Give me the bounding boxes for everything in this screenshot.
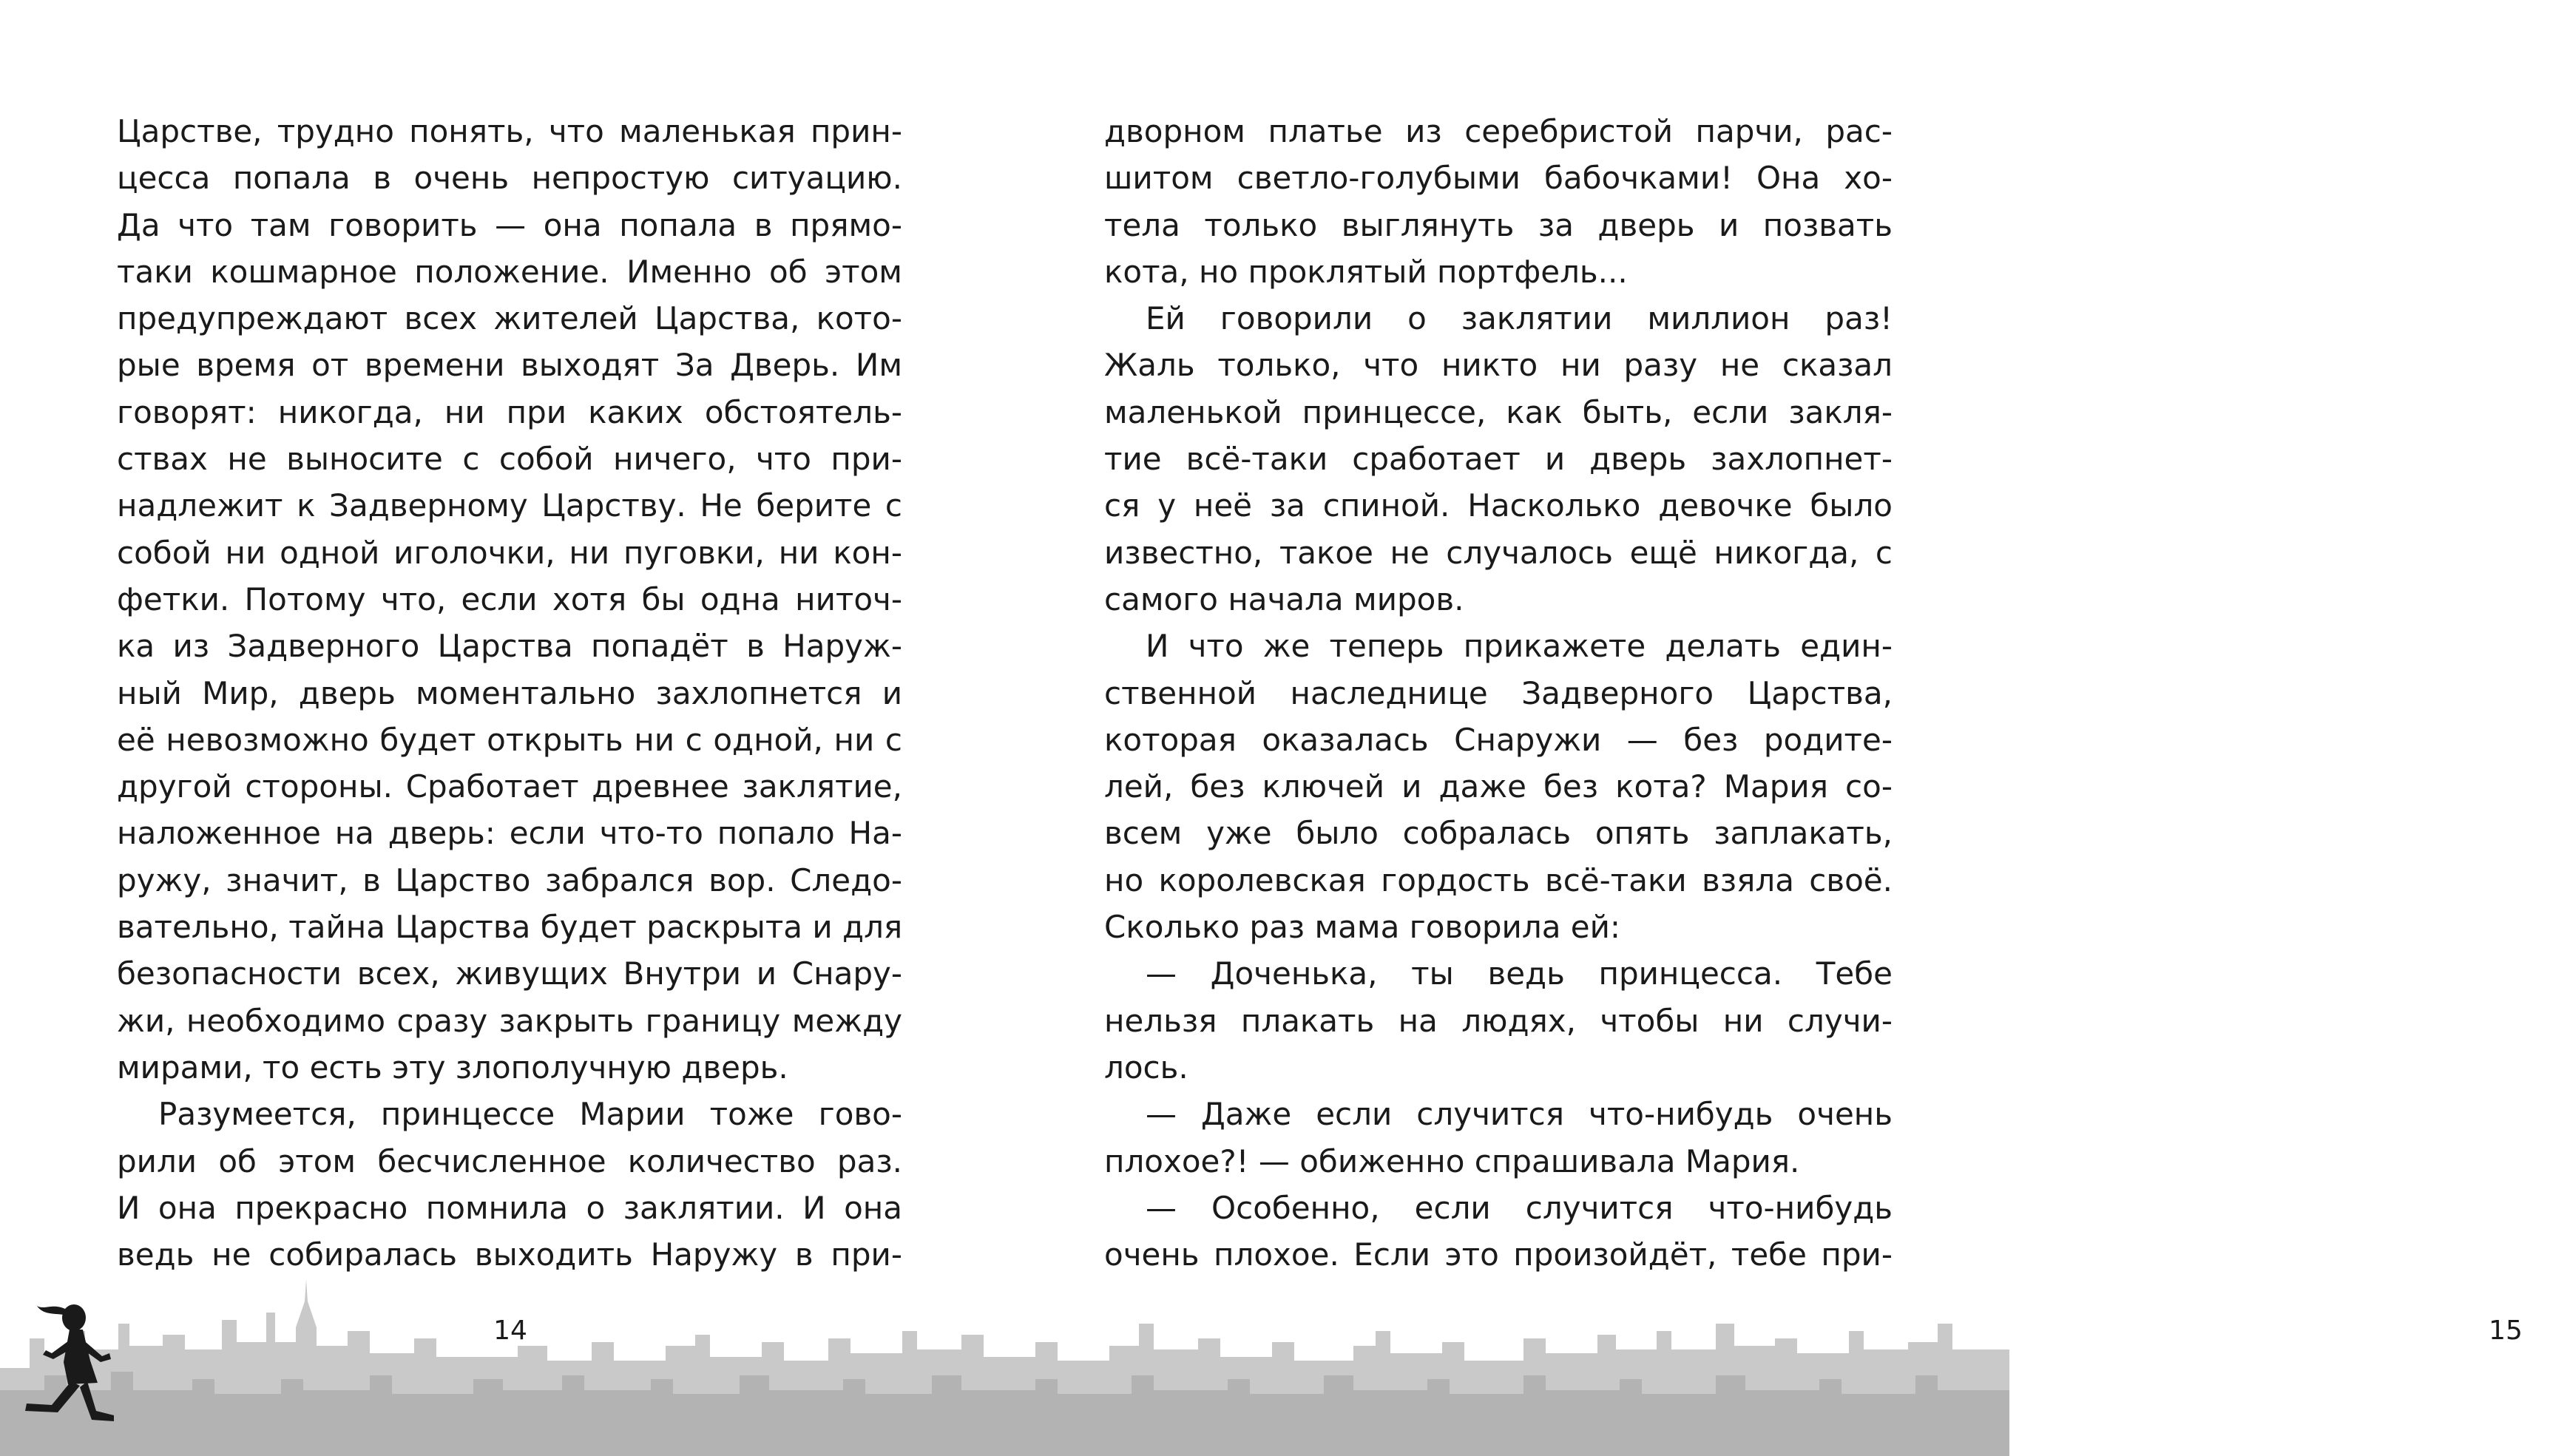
- text-line: жи, необходимо сразу закрыть границу между: [117, 1002, 902, 1039]
- text-line: нельзя плакать на людях, чтобы ни случи-: [1104, 1002, 1893, 1039]
- text-line: говорят: никогда, ни при каких обстоятель-: [117, 393, 902, 430]
- text-line: цесса попала в очень непростую ситуацию.: [117, 160, 902, 197]
- text-line: надлежит к Задверному Царству. Не берите с: [117, 487, 902, 524]
- text-line: Жаль только, что никто ни разу не сказал: [1104, 347, 1893, 384]
- text-line: — Доченька, ты ведь принцесса. Тебе: [1146, 955, 1893, 992]
- text-line: предупреждают всех жителей Царства, кото-: [117, 300, 902, 337]
- text-line: рили об этом бесчисленное количество раз.: [117, 1142, 902, 1179]
- text-line: ся у неё за спиной. Насколько девочке было: [1104, 487, 1893, 524]
- text-line: которая оказалась Снаружи — без родите-: [1104, 721, 1893, 758]
- page-number-left: 14: [493, 1316, 527, 1346]
- text-line: вательно, тайна Царства будет раскрыта и для: [117, 909, 903, 946]
- left-page-text: [117, 108, 902, 1278]
- text-line: всем уже было собралась опять заплакать,: [1104, 815, 1893, 852]
- text-line: — Особенно, если случится что-нибудь: [1146, 1189, 1893, 1226]
- text-line: фетки. Потому что, если хотя бы одна ниточ-: [117, 580, 902, 617]
- text-line: шитом светло-голубыми бабочками! Она хо-: [1104, 160, 1893, 197]
- text-line: ствах не выносите с собой ничего, что при-: [117, 441, 902, 478]
- text-line: кота, но проклятый портфель...: [1104, 253, 1628, 290]
- text-line: известно, такое не случалось ещё никогда, с: [1104, 534, 1893, 571]
- text-line: лось.: [1104, 1049, 1188, 1086]
- text-line: Ей говорили о заклятии миллион раз!: [1146, 300, 1893, 337]
- right-page-text: [1104, 108, 1893, 1278]
- text-line: но королевская гордость всё-таки взяла своё.: [1104, 861, 1893, 898]
- text-line: ственной наследнице Задверного Царства,: [1104, 674, 1893, 711]
- text-line: Царстве, трудно понять, что маленькая прин-: [117, 113, 902, 149]
- text-line: безопасности всех, живущих Внутри и Снару-: [117, 955, 902, 992]
- text-line: ведь не собиралась выходить Наружу в при-: [117, 1236, 902, 1273]
- text-line: мирами, то есть эту злополучную дверь.: [117, 1049, 788, 1086]
- text-line: наложенное на дверь: если что-то попало На-: [117, 815, 902, 852]
- text-line: собой ни одной иголочки, ни пуговки, ни кон-: [117, 534, 902, 571]
- text-line: И она прекрасно помнила о заклятии. И она: [117, 1189, 902, 1226]
- text-line: другой стороны. Сработает древнее заклятие,: [117, 768, 902, 805]
- text-line: ный Мир, дверь моментально захлопнется и: [117, 674, 902, 711]
- text-line: маленькой принцессе, как быть, если закля-: [1104, 393, 1893, 430]
- text-line: ка из Задверного Царства попадёт в Наруж-: [117, 628, 902, 665]
- text-line: тела только выглянуть за дверь и позвать: [1104, 206, 1893, 243]
- text-line: — Даже если случится что-нибудь очень: [1146, 1096, 1893, 1133]
- text-line: лей, без ключей и даже без кота? Мария со-: [1104, 768, 1893, 805]
- left-page: [0, 0, 1004, 1456]
- right-page: [1004, 0, 2523, 1456]
- page-number-right: 15: [2489, 1316, 2523, 1346]
- text-line: самого начала миров.: [1104, 580, 1464, 617]
- text-line: Разумеется, принцессе Марии тоже гово-: [158, 1096, 902, 1133]
- text-line: тие всё-таки сработает и дверь захлопнет-: [1104, 441, 1893, 478]
- text-line: рые время от времени выходят За Дверь. Им: [117, 347, 902, 384]
- text-line: ружу, значит, в Царство забрался вор. Следо-: [117, 861, 902, 898]
- text-line: Да что там говорить — она попала в прямо-: [117, 206, 902, 243]
- text-line: дворном платье из серебристой парчи, рас-: [1104, 113, 1893, 149]
- text-line: И что же теперь прикажете делать един-: [1146, 628, 1893, 665]
- text-line: таки кошмарное положение. Именно об этом: [117, 253, 902, 290]
- city-skyline-decoration: [0, 1279, 2009, 1456]
- text-line: её невозможно будет открыть ни с одной, ни с: [117, 721, 902, 758]
- text-line: плохое?! — обиженно спрашивала Мария.: [1104, 1142, 1800, 1179]
- text-line: очень плохое. Если это произойдёт, тебе при-: [1104, 1236, 1893, 1273]
- text-line: Сколько раз мама говорила ей:: [1104, 909, 1621, 946]
